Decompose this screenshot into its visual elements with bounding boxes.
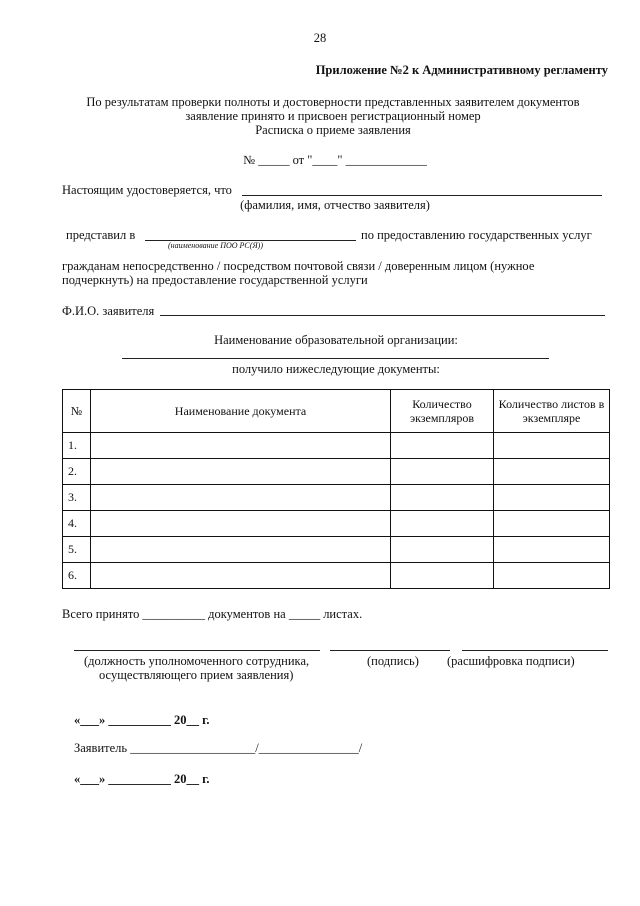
sheets-cell[interactable] bbox=[494, 459, 610, 485]
table-row bbox=[63, 563, 610, 589]
sheets-cell[interactable] bbox=[494, 563, 610, 589]
date-line-1[interactable]: «___» __________ 20__ г. bbox=[74, 713, 210, 727]
table-row bbox=[63, 537, 610, 563]
date-line-2[interactable]: «___» __________ 20__ г. bbox=[74, 772, 210, 786]
row-number: 4. bbox=[63, 511, 91, 537]
position-field[interactable] bbox=[74, 650, 320, 651]
page-number: 28 bbox=[313, 31, 327, 45]
copies-cell[interactable] bbox=[391, 537, 494, 563]
copies-cell[interactable] bbox=[391, 511, 494, 537]
signature-decoding-field[interactable] bbox=[462, 650, 608, 651]
document-name-cell[interactable] bbox=[91, 511, 391, 537]
row-number: 3. bbox=[63, 485, 91, 511]
header-sheets: Количество листов в экземпляре bbox=[494, 390, 610, 433]
method-line-2: подчеркнуть) на предоставление государственной услуги bbox=[62, 273, 368, 287]
copies-cell[interactable] bbox=[391, 485, 494, 511]
document-name-cell[interactable] bbox=[91, 485, 391, 511]
row-number: 5. bbox=[63, 537, 91, 563]
certify-label: Настоящим удостоверяется, что bbox=[62, 183, 232, 197]
org-name-field[interactable] bbox=[122, 358, 549, 359]
copies-cell[interactable] bbox=[391, 433, 494, 459]
row-number: 6. bbox=[63, 563, 91, 589]
document-name-cell[interactable] bbox=[91, 537, 391, 563]
presented-suffix: по предоставлению государственных услуг bbox=[361, 228, 592, 242]
table-row bbox=[63, 433, 610, 459]
intro-line-2: заявление принято и присвоен регистрационный номер bbox=[185, 109, 481, 123]
signature-field[interactable] bbox=[330, 650, 450, 651]
table-row bbox=[63, 485, 610, 511]
sheets-cell[interactable] bbox=[494, 485, 610, 511]
header-document-name: Наименование документа bbox=[91, 390, 391, 433]
registration-number-line: № _____ от "____" _____________ bbox=[243, 153, 427, 167]
receipt-title: Расписка о приеме заявления bbox=[255, 123, 411, 137]
sheets-cell[interactable] bbox=[494, 537, 610, 563]
documents-table bbox=[62, 389, 610, 589]
copies-cell[interactable] bbox=[391, 459, 494, 485]
organization-caption: (наименование ПОО РС(Я)) bbox=[168, 241, 263, 250]
total-accepted-line: Всего принято __________ документов на _____ листах. bbox=[62, 607, 363, 621]
copies-cell[interactable] bbox=[391, 563, 494, 589]
presented-prefix: представил в bbox=[66, 228, 136, 242]
sheets-cell[interactable] bbox=[494, 511, 610, 537]
applicant-signature-line[interactable]: Заявитель ____________________/________________/ bbox=[74, 741, 363, 755]
document-name-cell[interactable] bbox=[91, 433, 391, 459]
signature-caption: (подпись) bbox=[367, 654, 419, 668]
intro-line-1: По результатам проверки полноты и достоверности представленных заявителем документов bbox=[86, 95, 580, 109]
row-number: 2. bbox=[63, 459, 91, 485]
received-label: получило нижеследующие документы: bbox=[232, 362, 440, 376]
applicant-fullname-field[interactable] bbox=[242, 195, 602, 196]
position-caption-line-1: (должность уполномоченного сотрудника, bbox=[84, 654, 310, 668]
org-name-label: Наименование образовательной организации: bbox=[214, 333, 458, 347]
position-caption-line-2: осуществляющего прием заявления) bbox=[99, 668, 294, 682]
sheets-cell[interactable] bbox=[494, 433, 610, 459]
signature-decoding-caption: (расшифровка подписи) bbox=[447, 654, 575, 668]
applicant-name-field[interactable] bbox=[160, 315, 605, 316]
row-number: 1. bbox=[63, 433, 91, 459]
table-header-row bbox=[63, 390, 610, 433]
applicant-name-label: Ф.И.О. заявителя bbox=[62, 304, 155, 318]
method-line-1: гражданам непосредственно / посредством почтовой связи / доверенным лицом (нужное bbox=[62, 259, 535, 273]
table-row bbox=[63, 511, 610, 537]
header-number: № bbox=[63, 390, 91, 433]
table-row bbox=[63, 459, 610, 485]
document-name-cell[interactable] bbox=[91, 563, 391, 589]
document-name-cell[interactable] bbox=[91, 459, 391, 485]
appendix-title: Приложение №2 к Административному регламенту bbox=[315, 63, 608, 77]
header-copies: Количество экземпляров bbox=[391, 390, 494, 433]
applicant-fullname-caption: (фамилия, имя, отчество заявителя) bbox=[240, 198, 430, 212]
